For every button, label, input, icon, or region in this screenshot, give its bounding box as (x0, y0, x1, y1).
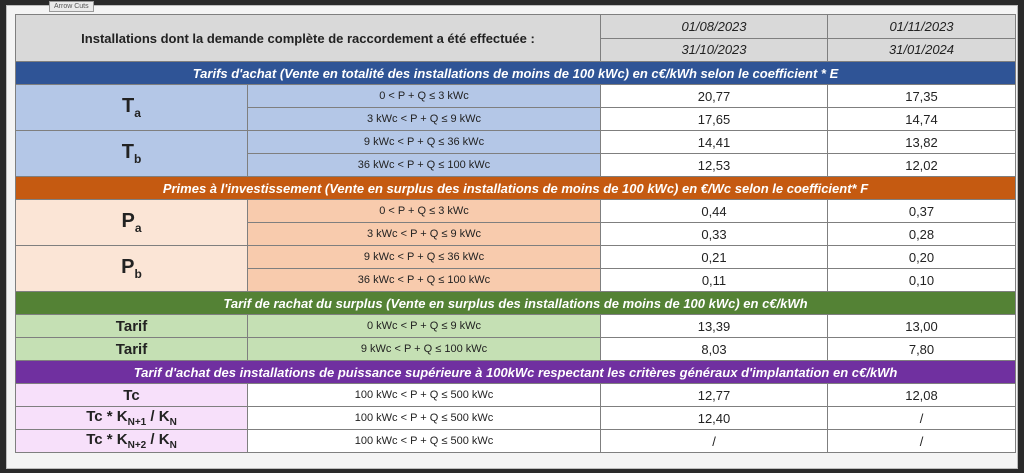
value-cell: 0,37 (828, 200, 1016, 223)
value-cell: 12,53 (601, 154, 828, 177)
range-cell: 0 kWc < P + Q ≤ 9 kWc (248, 315, 601, 338)
value-cell: 8,03 (601, 338, 828, 361)
period2-end: 31/01/2024 (828, 38, 1016, 62)
label-tarif: Tarif (16, 315, 248, 338)
tab-label: Arrow Cuts (49, 1, 94, 12)
range-cell: 0 < P + Q ≤ 3 kWc (248, 85, 601, 108)
value-cell: 0,21 (601, 246, 828, 269)
range-cell: 36 kWc < P + Q ≤ 100 kWc (248, 154, 601, 177)
range-cell: 3 kWc < P + Q ≤ 9 kWc (248, 108, 601, 131)
value-cell: 17,65 (601, 108, 828, 131)
value-cell: 0,11 (601, 269, 828, 292)
range-cell: 9 kWc < P + Q ≤ 100 kWc (248, 338, 601, 361)
value-cell: 12,40 (601, 407, 828, 430)
value-cell: / (828, 407, 1016, 430)
section-title-superieure: Tarif d'achat des installations de puissance supérieure à 100kWc respectant les critères généraux d'implantation en c€/kWh (16, 361, 1016, 384)
value-cell: 0,10 (828, 269, 1016, 292)
section-title-surplus: Tarif de rachat du surplus (Vente en surplus des installations de moins de 100 kWc) en c€/kWh (16, 292, 1016, 315)
value-cell: 7,80 (828, 338, 1016, 361)
value-cell: 0,33 (601, 223, 828, 246)
value-cell: 13,00 (828, 315, 1016, 338)
tariff-table (15, 14, 1016, 453)
value-cell: / (601, 430, 828, 453)
label-pb: $P_b$ (16, 246, 248, 292)
range-cell: 0 < P + Q ≤ 3 kWc (248, 200, 601, 223)
value-cell: 12,77 (601, 384, 828, 407)
range-cell: 9 kWc < P + Q ≤ 36 kWc (248, 131, 601, 154)
value-cell: 0,44 (601, 200, 828, 223)
period1-end: 31/10/2023 (601, 38, 828, 62)
value-cell: 0,20 (828, 246, 1016, 269)
period1-start: 01/08/2023 (601, 15, 828, 39)
range-cell: 9 kWc < P + Q ≤ 36 kWc (248, 246, 601, 269)
table-frame (6, 5, 1018, 469)
header-title: Installations dont la demande complète de raccordement a été effectuée : (16, 15, 601, 62)
value-cell: 0,28 (828, 223, 1016, 246)
period2-start: 01/11/2023 (828, 15, 1016, 39)
label-tarif: Tarif (16, 338, 248, 361)
label-tc-kn1: Tc * $K_{N+1} / K_N$ (16, 407, 248, 430)
label-tb: $T_b$ (16, 131, 248, 177)
value-cell: 14,41 (601, 131, 828, 154)
label-tc-kn2: Tc * $K_{N+2} / K_N$ (16, 430, 248, 453)
range-cell: 36 kWc < P + Q ≤ 100 kWc (248, 269, 601, 292)
range-cell: 100 kWc < P + Q ≤ 500 kWc (248, 430, 601, 453)
value-cell: / (828, 430, 1016, 453)
range-cell: 100 kWc < P + Q ≤ 500 kWc (248, 407, 601, 430)
value-cell: 14,74 (828, 108, 1016, 131)
value-cell: 13,82 (828, 131, 1016, 154)
value-cell: 20,77 (601, 85, 828, 108)
value-cell: 12,08 (828, 384, 1016, 407)
section-title-tarifs-achat: Tarifs d'achat (Vente en totalité des installations de moins de 100 kWc) en c€/kWh selon le coefficient * E (16, 62, 1016, 85)
section-title-primes: Primes à l'investissement (Vente en surplus des installations de moins de 100 kWc) en €/Wc selon le coefficient* F (16, 177, 1016, 200)
range-cell: 100 kWc < P + Q ≤ 500 kWc (248, 384, 601, 407)
label-ta: $T_a$ (16, 85, 248, 131)
label-pa: $P_a$ (16, 200, 248, 246)
label-tc: Tc (16, 384, 248, 407)
value-cell: 12,02 (828, 154, 1016, 177)
value-cell: 13,39 (601, 315, 828, 338)
range-cell: 3 kWc < P + Q ≤ 9 kWc (248, 223, 601, 246)
value-cell: 17,35 (828, 85, 1016, 108)
